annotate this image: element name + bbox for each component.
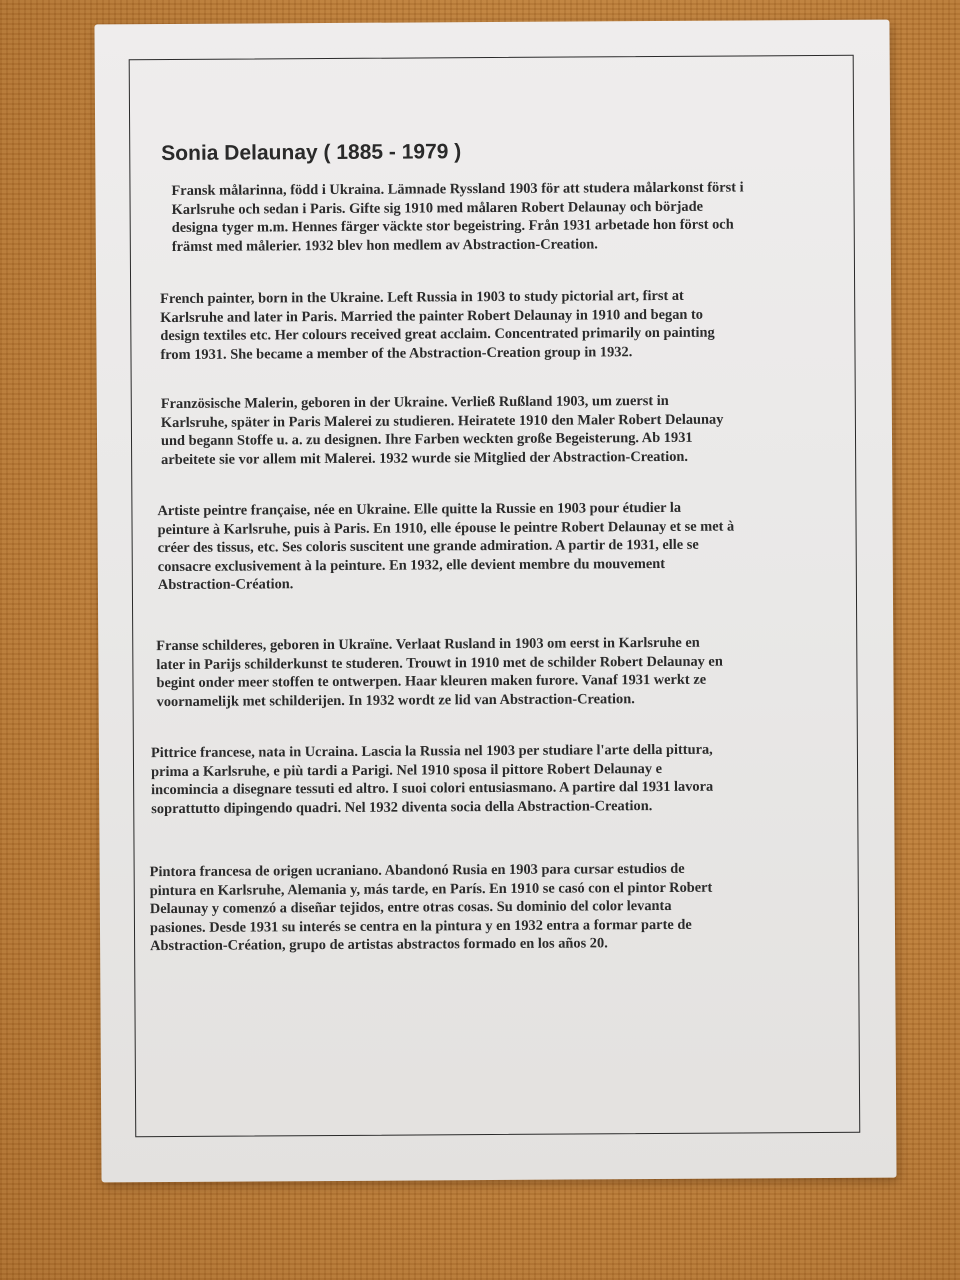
paragraph-spanish <box>150 859 801 956</box>
text-line: créer des tissus, etc. Ses coloris suscitent une grande admiration. A partir de 1931, elle se <box>157 536 699 557</box>
text-line: Pintora francesa de origen ucraniano. Abandonó Rusia en 1903 para cursar estudios de <box>149 860 685 881</box>
text-line: prima a Karlsruhe, e più tardi a Parigi. Nel 1910 sposa il pittore Robert Delaunay e <box>150 760 663 780</box>
text-line: peinture à Karlsruhe, puis à Paris. En 1910, elle épouse le peintre Robert Delaunay et se met à <box>157 518 735 538</box>
paragraph-german <box>161 391 811 469</box>
text-line: design textiles etc. Her colours received great acclaim. Concentrated primarily on painting <box>160 324 715 345</box>
text-line: later in Parijs schilderkunst te studeren. Trouwt in 1910 met de schilder Robert Delaunay en <box>156 653 723 673</box>
page-title: Sonia Delaunay ( 1885 - 1979 ) <box>161 140 462 166</box>
text-line: soprattutto dipingendo quadri. Nel 1932 diventa socia della Abstraction-Creation. <box>151 797 653 817</box>
text-line: begint onder meer stoffen te ontwerpen. Haar kleuren maken furore. Vanaf 1931 werkt ze <box>156 671 707 692</box>
text-line: Franse schilderes, geboren in Ukraïne. Verlaat Rusland in 1903 om eerst in Karlsruhe en <box>156 634 700 655</box>
text-line: Fransk målarinna, född i Ukraina. Lämnade Ryssland 1903 för att studera målarkonst först i <box>171 179 744 199</box>
text-line: Karlsruhe and later in Paris. Married the painter Robert Delaunay in 1910 and began to <box>160 306 704 326</box>
paragraph-english <box>160 286 810 364</box>
text-line: Karlsruhe, später in Paris Malerei zu studieren. Heiratete 1910 den Maler Robert Delaunay <box>160 411 724 431</box>
text-line: French painter, born in the Ukraine. Left Russia in 1903 to study pictorial art, first at <box>160 287 684 308</box>
text-line: pintura en Karlsruhe, Alemania y, más tarde, en París. En 1910 se casó con el pintor Robert <box>149 879 713 899</box>
text-line: arbeitete sie vor allem mit Malerei. 1932 wurde sie Mitglied der Abstraction-Creation. <box>161 448 689 468</box>
text-line: incomincia a disegnare tessuti ed altro. I suoi colori entusiasmano. A partire dal 1931 lavora <box>151 778 714 799</box>
text-line: voornamelijk met schilderijen. In 1932 wordt ze lid van Abstraction-Creation. <box>156 690 635 710</box>
info-sheet <box>94 20 896 1183</box>
text-line: främst med målerier. 1932 blev hon medlem av Abstraction-Creation. <box>171 236 598 255</box>
text-line: Artiste peintre française, née en Ukraine. Elle quitte la Russie en 1903 pour étudier la <box>157 499 682 520</box>
paragraph-swedish <box>171 178 821 256</box>
text-line: Karlsruhe och sedan i Paris. Gifte sig 1910 med målaren Robert Delaunay och började <box>171 198 704 218</box>
text-line: Pittrice francese, nata in Ucraina. Lascia la Russia nel 1903 per studiare l'arte della pittura, <box>150 741 713 762</box>
paragraph-dutch <box>156 633 806 711</box>
text-line: pasiones. Desde 1931 su interés se centra en la pintura y en 1932 entra a formar parte de <box>149 916 692 936</box>
text-line: Französische Malerin, geboren in der Ukraine. Verließ Rußland 1903, um zuerst in <box>160 392 669 413</box>
paragraph-italian <box>151 740 801 818</box>
text-line: und begann Stoffe u. a. zu designen. Ihre Farben weckten große Begeisterung. Ab 1931 <box>160 429 693 450</box>
text-line: consacre exclusivement à la peinture. En 1932, elle devient membre du mouvement <box>157 555 666 575</box>
text-line: Abstraction-Création. <box>157 576 294 594</box>
text-line: from 1931. She became a member of the Abstraction-Creation group in 1932. <box>160 343 633 363</box>
paragraph-french <box>157 498 808 595</box>
text-line: Delaunay y comenzó a diseñar tejidos, entre otras cosas. Su dominio del color levanta <box>149 898 672 918</box>
text-line: designa tyger m.m. Hennes färger väckte stor begeistring. Från 1931 arbetade hon först och <box>171 216 734 237</box>
text-line: Abstraction-Création, grupo de artistas abstractos formado en los años 20. <box>150 935 608 955</box>
